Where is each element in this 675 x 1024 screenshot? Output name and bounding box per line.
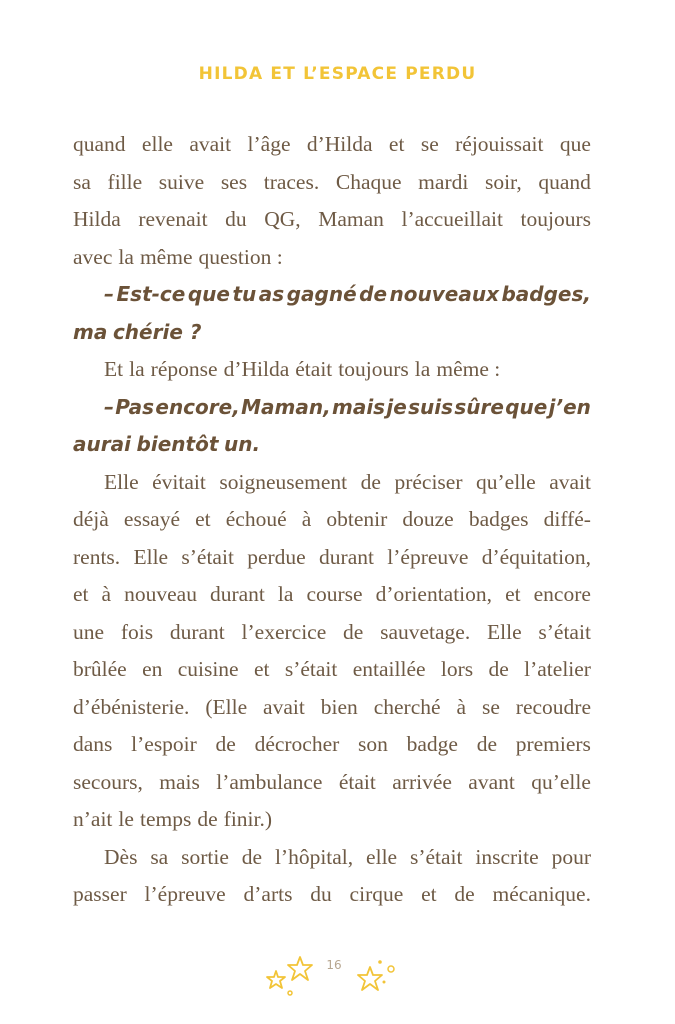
word: fois [120,619,154,644]
page-footer [0,955,675,1005]
word: – [104,282,114,306]
text-line [73,726,591,764]
word: encore, [155,394,240,419]
word: de [215,732,236,756]
word: était [338,769,376,794]
word: décrocher [254,732,340,756]
word: pour [551,844,591,869]
word: de [360,469,381,494]
word: traces. [263,169,320,194]
word: de [359,282,388,306]
word: l’atelier [524,657,591,681]
word: et [388,132,405,156]
word: badge [406,732,458,756]
text-line [73,839,591,877]
word: Maman, [241,394,331,419]
text-line [73,576,591,614]
word: qu’elle [476,469,536,494]
word: se [481,694,500,719]
word: brûlée [73,657,127,681]
word: même [139,244,193,269]
word: sauvetage. [380,619,471,644]
word: sa [150,844,169,869]
word: Maman [318,207,384,231]
word: soir, [484,169,522,194]
word: n’ait [73,807,113,831]
text-line [73,539,591,577]
word: j’en [548,394,591,419]
word: de [476,732,497,756]
word: Chaque [335,169,402,194]
word: d’Hilda [306,132,373,156]
word: l’épreuve [144,882,226,906]
word: cherché [373,694,441,719]
word: cuisine [177,657,239,681]
body-text [73,126,591,914]
word: de [454,882,475,906]
word: course [306,582,363,606]
word: qu’elle [531,769,591,794]
word: et [253,657,270,681]
star-cluster-icon [350,957,400,999]
word: la [129,357,145,381]
word: s’était [181,544,234,569]
text-line [73,501,591,539]
word: je [386,394,407,419]
word: de [488,657,509,681]
word: entaillée [352,657,426,681]
text-line [73,126,591,164]
dialogue-line [73,276,591,314]
word: préciser [394,469,463,494]
word: réjouissait [455,132,544,156]
word: Pas [115,394,155,419]
word: suive [158,169,205,194]
word: Elle [133,544,169,569]
word: Hilda [73,207,121,231]
word: elle [366,844,398,869]
text-line [73,614,591,652]
word: Dès [104,844,138,869]
text-line [73,351,591,389]
word: bientôt [136,432,219,456]
word: que [505,394,548,419]
word: l’exercice [241,619,327,644]
word: de [343,619,364,644]
running-title: HILDA ET L’ESPACE PERDU [198,64,477,84]
word: Elle [487,619,522,644]
word: la [118,244,134,269]
word: avait [263,694,305,719]
word: l’hôpital, [274,844,354,869]
page-number: 16 [326,958,342,972]
word: recoudre [515,694,591,719]
word: ses [220,169,248,194]
text-line [73,801,591,839]
word: douze [402,507,454,531]
word: un. [223,432,261,456]
word: encore [533,582,591,606]
word: finir.) [223,807,273,831]
text-line [73,201,591,239]
word: était [295,357,333,381]
word: arrivée [392,769,452,794]
word: la [414,357,431,381]
word: avait [189,132,232,156]
text-line [73,876,591,914]
word: inscrite [475,844,539,869]
word: passer [73,882,127,906]
word: d’arts [243,882,293,906]
word: à [101,582,112,606]
word: aurai [73,432,131,456]
star-cluster-icon [262,955,322,999]
word: avec [73,244,113,269]
word: premiers [515,732,591,756]
word: cirque [349,882,404,906]
word: diffé- [543,507,591,531]
word: Est-ce [116,282,186,306]
word: s’était [538,619,591,644]
dialogue-line [73,426,591,464]
word: de [241,844,263,869]
word: sûre [454,394,504,419]
word: quand [538,169,591,194]
word: (Elle [205,694,248,719]
word: avait [549,469,591,494]
word: d’Hilda [223,357,290,381]
word: rents. [73,544,121,569]
word: temps [139,807,192,831]
word: réponse [150,357,218,381]
word: perdue [247,544,306,569]
word: toujours [520,207,591,231]
word: même : [436,357,501,381]
word: et [73,582,89,606]
word: à [456,694,467,719]
word: évitait [152,469,206,494]
text-line [73,651,591,689]
word: lors [440,657,474,681]
word: soigneusement [219,469,348,494]
word: sa [73,169,91,194]
word: secours, [73,769,143,794]
word: se [420,132,439,156]
word: à [301,507,312,531]
word: et [421,882,437,906]
word: obtenir [326,507,388,531]
word: – [104,394,114,419]
word: le [118,807,134,831]
word: d’équitation, [481,544,591,569]
word: question : [198,244,283,269]
word: d’orientation, [375,582,493,606]
word: tu [232,282,257,306]
word: suis [408,394,454,419]
word: ma [73,319,108,344]
word: gagné [286,282,357,306]
word: du [225,207,247,231]
text-line [73,764,591,802]
word: et [195,507,211,531]
word: chérie ? [112,319,202,344]
word: déjà [73,507,109,531]
text-line [73,164,591,202]
word: badges [468,507,529,531]
word: essayé [123,507,181,531]
word: badges, [501,282,591,306]
word: mardi [418,169,469,194]
word: que [559,132,591,156]
word: avant [468,769,515,794]
word: une [73,619,105,644]
word: l’épreuve [387,544,469,569]
text-line [73,689,591,727]
word: et [505,582,521,606]
word: bien [320,694,358,719]
word: durant [169,619,225,644]
word: s’était [409,844,463,869]
word: que [187,282,230,306]
word: as [258,282,285,306]
text-line [73,239,591,277]
word: QG, [264,207,301,231]
word: quand [73,132,126,156]
word: mécanique. [492,882,591,906]
word: d’ébénisterie. [73,694,190,719]
word: l’espoir [131,732,197,756]
word: de [197,807,218,831]
dialogue-line [73,389,591,427]
word: l’ambulance [216,769,323,794]
word: revenait [138,207,208,231]
word: la [277,582,294,606]
word: l’âge [247,132,291,156]
word: l’accueillait [401,207,503,231]
word: Et [104,357,124,381]
word: durant [209,582,265,606]
word: son [358,732,388,756]
word: durant [319,544,374,569]
word: en [142,657,163,681]
word: Elle [104,469,139,494]
word: échoué [225,507,287,531]
word: fille [107,169,143,194]
word: mais [331,394,386,419]
word: nouveaux [389,282,499,306]
word: sortie [181,844,229,869]
word: s’était [284,657,338,681]
text-line [73,464,591,502]
word: toujours [338,357,409,381]
word: du [310,882,332,906]
word: mais [159,769,200,794]
word: dans [73,732,113,756]
dialogue-line [73,314,591,352]
word: nouveau [124,582,197,606]
word: elle [141,132,173,156]
